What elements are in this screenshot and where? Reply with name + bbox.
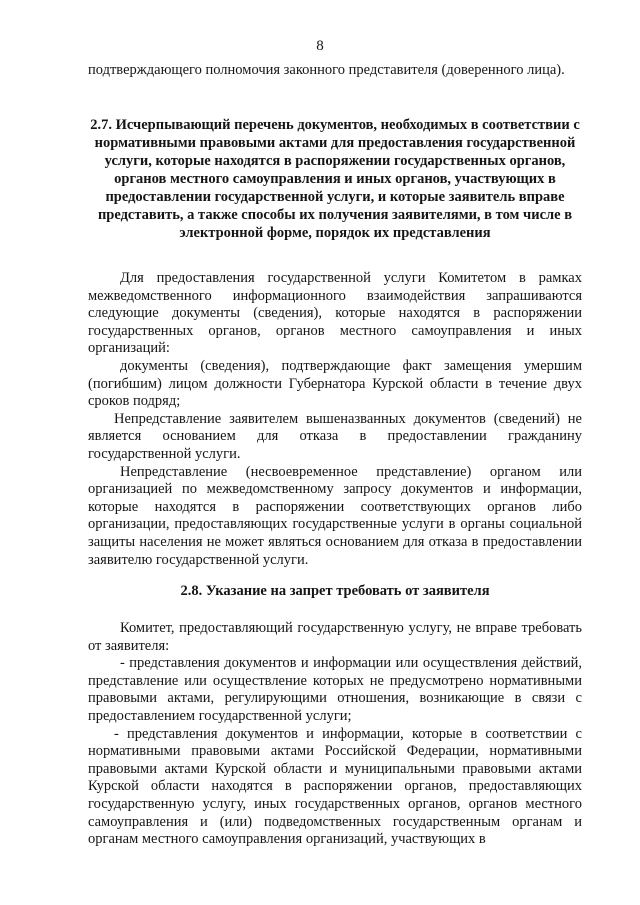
paragraph: документы (сведения), подтверждающие факт замещения умершим (погибшим) лицом должности Губернатора Курской области в течение двух сроков подряд; [88,357,582,410]
paragraph: Непредставление (несвоевременное представление) органом или организацией по межведомственному запросу документов и информации, которые находятся в распоряжении соответствующих органов либо организации, предоставляющих государственные услуги в органы социальной защиты населения не может являться основанием для отказа в предоставлении заявителю государственной услуги. [88,463,582,568]
continuation-paragraph [88,62,582,80]
list-item: - представления документов и информации или осуществления действий, представление или осуществление которых не предусмотрено нормативными правовыми актами, регулирующими отношения, возникающие в связи с предоставлением государственной услуги; [88,655,582,724]
paragraph: Непредставление заявителем вышеназванных документов (сведений) не является основанием для отказа в предоставлении гражданину государственной услуги. [88,410,582,462]
section-2-7-body [88,270,582,569]
continuation-text: подтверждающего полномочия законного представителя (доверенного лица). [88,62,565,78]
list-item: - представления документов и информации, которые в соответствии с нормативными правовыми актами Российской Федерации, нормативными правовыми актами Курской области и муниципальными правовыми актами Курской области находятся в распоряжении органов, предоставляющих государственную услугу, иных государственных органов, органов местного самоуправления и (или) подведомственных государственным органам и органам местного самоуправления организаций, участвующих в [88,725,582,848]
section-2-7-heading: 2.7. Исчерпывающий перечень документов, необходимых в соответствии с нормативными правовыми актами для предоставления государственной услуги, которые находятся в распоряжении государственных органов, органов местного самоуправления и иных органов, участвующих в предоставлении государственной услуги, и которые заявитель вправе представить, а также способы их получения заявителями, в том числе в электронной форме, порядок их представления [90,117,580,241]
page-number: 8 [316,38,324,54]
section-2-8-heading: 2.8. Указание на запрет требовать от заявителя [180,583,490,599]
paragraph: Для предоставления государственной услуги Комитетом в рамках межведомственного информационного взаимодействия запрашиваются следующие документы (сведения), которые находятся в распоряжении государственных органов, органов местного самоуправления и иных организаций: [88,270,582,357]
paragraph: Комитет, предоставляющий государственную услугу, не вправе требовать от заявителя: [88,620,582,654]
section-2-8-body [88,620,582,849]
